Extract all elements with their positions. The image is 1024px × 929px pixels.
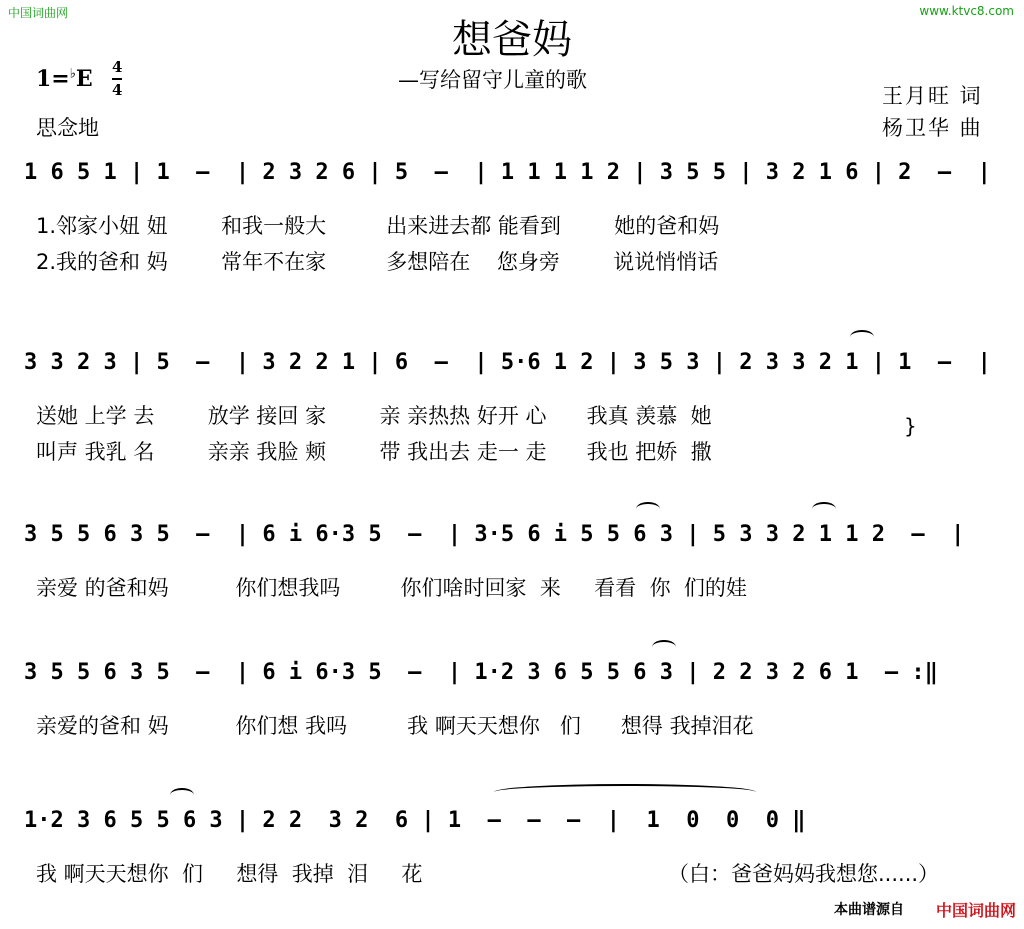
composer-credit: 杨卫华 曲 xyxy=(882,116,983,140)
lyric-line: 亲爱的爸和 妈 你们想 我吗 我 啊天天想你 们 想得 我掉泪花 xyxy=(36,714,754,738)
lyric-line-verse-2: 2.我的爸和 妈 常年不在家 多想陪在 您身旁 说说悄悄话 xyxy=(36,250,719,274)
song-subtitle: —写给留守儿童的歌 xyxy=(398,68,587,92)
lyricist-credit: 王月旺 词 xyxy=(882,84,983,108)
watermark-right: www.ktvc8.com xyxy=(919,4,1014,18)
lyric-line: 我 啊天天想你 们 想得 我掉 泪 花 xyxy=(36,862,423,886)
source-site: 中国词曲网 xyxy=(935,901,1016,920)
lyric-line-verse-1: 1.邻家小妞 妞 和我一般大 出来进去都 能看到 她的爸和妈 xyxy=(36,214,720,238)
slur-mark xyxy=(170,788,194,802)
slur-mark xyxy=(636,502,660,516)
lyric-line: 亲爱 的爸和妈 你们想我吗 你们啥时回家 来 看看 你 们的娃 xyxy=(36,576,747,600)
time-signature: 4 4 xyxy=(112,58,123,99)
lyric-line-verse-1: 送她 上学 去 放学 接回 家 亲 亲热热 好开 心 我真 羡慕 她 xyxy=(36,404,712,428)
notation-line: 1 6 5 1 | 1 – | 2 3 2 6 | 5 – | 1 1 1 1 2 | 3 5 5 | 3 2 1 6 | 2 – | xyxy=(24,160,991,185)
key-signature: 1=♭E xyxy=(36,66,93,92)
tempo-marking: 思念地 xyxy=(36,116,99,140)
notation-line: 3 5 5 6 3 5 – | 6 i 6·3 5 – | 1·2 3 6 5 5 6 3 | 2 2 3 2 6 1 – :‖ xyxy=(24,660,938,685)
notation-line: 1·2 3 6 5 5 6 3 | 2 2 3 2 6 | 1 – – – | 1 0 0 0 ‖ xyxy=(24,808,806,833)
watermark-left: 中国词曲网 xyxy=(8,6,69,20)
notation-line: 3 3 2 3 | 5 – | 3 2 2 1 | 6 – | 5·6 1 2 | 3 5 3 | 2 3 3 2 1 | 1 – | xyxy=(24,350,991,375)
slur-mark xyxy=(812,502,836,516)
lyric-line-verse-2: 叫声 我乳 名 亲亲 我脸 颊 带 我出去 走一 走 我也 把娇 撒 xyxy=(36,440,712,464)
notation-line: 3 5 5 6 3 5 – | 6 i 6·3 5 – | 3·5 6 i 5 5 6 3 | 5 3 3 2 1 1 2 – | xyxy=(24,522,965,547)
verse-brace: } xyxy=(904,414,917,438)
song-title: 想爸妈 xyxy=(452,17,572,63)
spoken-line: （白：爸爸妈妈我想您......） xyxy=(668,862,940,886)
tie-mark xyxy=(494,784,756,800)
source-label: 本曲谱源自 xyxy=(834,902,904,918)
slur-mark xyxy=(652,640,676,654)
slur-mark xyxy=(850,330,874,344)
